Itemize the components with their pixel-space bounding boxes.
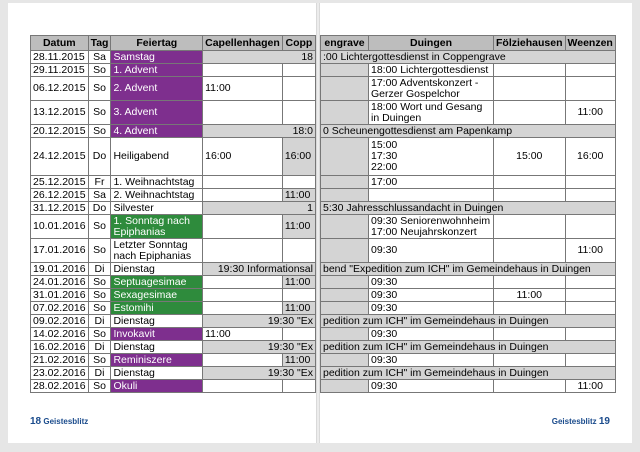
feast-cell: 4. Advent <box>111 125 203 138</box>
foelziehausen-cell <box>494 189 566 202</box>
coppengrave-cell-cont <box>321 328 369 341</box>
table-row <box>321 239 616 263</box>
weekday-cell: So <box>88 380 111 393</box>
weekday-cell: Do <box>88 138 111 176</box>
capellenhagen-cell <box>203 302 283 315</box>
feast-cell: Estomihi <box>111 302 203 315</box>
right-page <box>320 3 632 443</box>
table-row <box>31 239 316 263</box>
coppengrave-cell-cont <box>321 176 369 189</box>
weekday-cell: Do <box>88 202 111 215</box>
table-row <box>321 215 616 239</box>
capellenhagen-cell <box>203 64 283 77</box>
table-row <box>31 315 316 328</box>
capellenhagen-cell <box>203 239 283 263</box>
weenzen-cell: 11:00 <box>565 239 615 263</box>
weekday-cell: So <box>88 354 111 367</box>
coppengrave-cell: 11:00 <box>282 276 315 289</box>
duingen-cell: 17:00 <box>369 176 494 189</box>
event-span-left: 18:0 <box>203 125 316 138</box>
date-cell: 25.12.2015 <box>31 176 89 189</box>
event-span-right: bend "Expedition zum ICH" im Gemeindehaus in Duingen <box>321 263 616 276</box>
coppengrave-cell-cont <box>321 77 369 101</box>
coppengrave-cell-cont <box>321 276 369 289</box>
date-cell: 07.02.2016 <box>31 302 89 315</box>
date-cell: 06.12.2015 <box>31 77 89 101</box>
date-cell: 24.01.2016 <box>31 276 89 289</box>
capellenhagen-cell <box>203 380 283 393</box>
table-row <box>321 315 616 328</box>
coppengrave-cell: 11:00 <box>282 189 315 202</box>
schedule-table-right <box>320 35 616 393</box>
table-row <box>321 367 616 380</box>
table-row <box>321 341 616 354</box>
weenzen-cell <box>565 64 615 77</box>
column-header: Datum <box>31 36 89 51</box>
coppengrave-cell <box>282 380 315 393</box>
foelziehausen-cell <box>494 176 566 189</box>
table-row <box>31 138 316 176</box>
table-row <box>31 328 316 341</box>
coppengrave-cell: 11:00 <box>282 354 315 367</box>
table-row <box>31 341 316 354</box>
table-row <box>31 302 316 315</box>
table-row <box>321 302 616 315</box>
table-row <box>321 202 616 215</box>
foelziehausen-cell <box>494 354 566 367</box>
weekday-cell: Di <box>88 315 111 328</box>
coppengrave-cell <box>282 328 315 341</box>
table-row <box>31 367 316 380</box>
table-row <box>321 380 616 393</box>
table-row <box>31 125 316 138</box>
page-number-left: 18 Geistesblitz <box>30 416 89 427</box>
feast-cell: Invokavit <box>111 328 203 341</box>
coppengrave-cell <box>282 77 315 101</box>
coppengrave-cell-cont <box>321 239 369 263</box>
table-row <box>321 77 616 101</box>
capellenhagen-cell <box>203 276 283 289</box>
feast-cell: Samstag <box>111 51 203 64</box>
feast-cell: 1. Weihnachtstag <box>111 176 203 189</box>
foelziehausen-cell: 11:00 <box>494 289 566 302</box>
capellenhagen-cell <box>203 289 283 302</box>
weekday-cell: So <box>88 64 111 77</box>
coppengrave-cell-cont <box>321 380 369 393</box>
column-header: Fölziehausen <box>494 36 566 51</box>
weenzen-cell: 11:00 <box>565 380 615 393</box>
feast-cell: Septuagesimae <box>111 276 203 289</box>
column-header: Duingen <box>369 36 494 51</box>
table-row <box>31 176 316 189</box>
capellenhagen-cell: 11:00 <box>203 328 283 341</box>
coppengrave-cell-cont <box>321 215 369 239</box>
table-row <box>31 380 316 393</box>
feast-cell: Heiligabend <box>111 138 203 176</box>
foelziehausen-cell <box>494 64 566 77</box>
coppengrave-cell-cont <box>321 101 369 125</box>
weenzen-cell <box>565 276 615 289</box>
date-cell: 19.01.2016 <box>31 263 89 276</box>
duingen-cell: 09:30 <box>369 239 494 263</box>
column-header: Tag <box>88 36 111 51</box>
coppengrave-cell: 11:00 <box>282 215 315 239</box>
weenzen-cell <box>565 328 615 341</box>
table-row <box>31 189 316 202</box>
date-cell: 14.02.2016 <box>31 328 89 341</box>
event-span-left: 1 <box>203 202 316 215</box>
table-row <box>321 101 616 125</box>
capellenhagen-cell <box>203 189 283 202</box>
coppengrave-cell-cont <box>321 189 369 202</box>
weekday-cell: So <box>88 276 111 289</box>
table-row <box>31 263 316 276</box>
table-row <box>31 77 316 101</box>
weekday-cell: So <box>88 77 111 101</box>
coppengrave-cell <box>282 101 315 125</box>
duingen-cell: 09:30 Seniorenwohnheim 17:00 Neujahrskonzert <box>369 215 494 239</box>
date-cell: 20.12.2015 <box>31 125 89 138</box>
weekday-cell: So <box>88 125 111 138</box>
weekday-cell: Di <box>88 341 111 354</box>
foelziehausen-cell <box>494 77 566 101</box>
date-cell: 28.02.2016 <box>31 380 89 393</box>
capellenhagen-cell: 11:00 <box>203 77 283 101</box>
coppengrave-cell <box>282 176 315 189</box>
event-span-left: 19:30 "Ex <box>203 315 316 328</box>
capellenhagen-cell <box>203 354 283 367</box>
coppengrave-cell <box>282 239 315 263</box>
weenzen-cell <box>565 302 615 315</box>
event-span-left: 19:30 "Ex <box>203 367 316 380</box>
weenzen-cell <box>565 189 615 202</box>
feast-cell: Dienstag <box>111 367 203 380</box>
weekday-cell: Di <box>88 367 111 380</box>
weekday-cell: So <box>88 239 111 263</box>
date-cell: 26.12.2015 <box>31 189 89 202</box>
coppengrave-cell-cont <box>321 302 369 315</box>
capellenhagen-cell: 16:00 <box>203 138 283 176</box>
weenzen-cell <box>565 289 615 302</box>
date-cell: 21.02.2016 <box>31 354 89 367</box>
duingen-cell: 09:30 <box>369 302 494 315</box>
foelziehausen-cell <box>494 380 566 393</box>
date-cell: 09.02.2016 <box>31 315 89 328</box>
feast-cell: 1. Sonntag nach Epiphanias <box>111 215 203 239</box>
duingen-cell: 18:00 Lichtergottesdienst <box>369 64 494 77</box>
date-cell: 29.11.2015 <box>31 64 89 77</box>
table-row <box>321 138 616 176</box>
capellenhagen-cell <box>203 176 283 189</box>
weekday-cell: Di <box>88 263 111 276</box>
coppengrave-cell <box>282 289 315 302</box>
duingen-cell: 09:30 <box>369 380 494 393</box>
weenzen-cell: 11:00 <box>565 101 615 125</box>
foelziehausen-cell <box>494 239 566 263</box>
table-row <box>31 202 316 215</box>
table-row <box>321 176 616 189</box>
duingen-cell <box>369 189 494 202</box>
table-row <box>31 215 316 239</box>
table-row <box>321 51 616 64</box>
table-row <box>31 354 316 367</box>
event-span-left: 19:30 "Ex <box>203 341 316 354</box>
column-header: Copp <box>282 36 315 51</box>
date-cell: 31.01.2016 <box>31 289 89 302</box>
duingen-cell: 09:30 <box>369 328 494 341</box>
event-span-left: 18 <box>203 51 316 64</box>
coppengrave-cell <box>282 64 315 77</box>
weenzen-cell <box>565 354 615 367</box>
column-header: Weenzen <box>565 36 615 51</box>
feast-cell: Dienstag <box>111 315 203 328</box>
date-cell: 17.01.2016 <box>31 239 89 263</box>
date-cell: 24.12.2015 <box>31 138 89 176</box>
date-cell: 28.11.2015 <box>31 51 89 64</box>
feast-cell: Letzter Sonntag nach Epiphanias <box>111 239 203 263</box>
duingen-cell: 09:30 <box>369 354 494 367</box>
weekday-cell: Fr <box>88 176 111 189</box>
date-cell: 23.02.2016 <box>31 367 89 380</box>
weekday-cell: So <box>88 302 111 315</box>
left-page <box>8 3 316 443</box>
duingen-cell: 09:30 <box>369 289 494 302</box>
date-cell: 16.02.2016 <box>31 341 89 354</box>
foelziehausen-cell <box>494 101 566 125</box>
feast-cell: Dienstag <box>111 341 203 354</box>
feast-cell: Reminiszere <box>111 354 203 367</box>
weenzen-cell <box>565 176 615 189</box>
foelziehausen-cell <box>494 215 566 239</box>
coppengrave-cell-cont <box>321 64 369 77</box>
event-span-right: pedition zum ICH" im Gemeindehaus in Duingen <box>321 315 616 328</box>
duingen-cell: 17:00 Adventskonzert - Gerzer Gospelchor <box>369 77 494 101</box>
table-row <box>321 276 616 289</box>
schedule-table-left <box>30 35 316 393</box>
feast-cell: Sexagesimae <box>111 289 203 302</box>
foelziehausen-cell <box>494 276 566 289</box>
feast-cell: 3. Advent <box>111 101 203 125</box>
coppengrave-cell: 11:00 <box>282 302 315 315</box>
weekday-cell: So <box>88 289 111 302</box>
table-row <box>31 276 316 289</box>
feast-cell: 2. Weihnachtstag <box>111 189 203 202</box>
date-cell: 31.12.2015 <box>31 202 89 215</box>
coppengrave-cell-cont <box>321 289 369 302</box>
duingen-cell: 15:00 17:30 22:00 <box>369 138 494 176</box>
duingen-cell: 09:30 <box>369 276 494 289</box>
event-span-right: :00 Lichtergottesdienst in Coppengrave <box>321 51 616 64</box>
weekday-cell: So <box>88 101 111 125</box>
table-row <box>31 101 316 125</box>
weenzen-cell: 16:00 <box>565 138 615 176</box>
column-header: Feiertag <box>111 36 203 51</box>
duingen-cell: 18:00 Wort und Gesang in Duingen <box>369 101 494 125</box>
feast-cell: Silvester <box>111 202 203 215</box>
table-row <box>321 289 616 302</box>
event-span-right: 0 Scheunengottesdienst am Papenkamp <box>321 125 616 138</box>
table-row <box>321 328 616 341</box>
page-number-right: Geistesblitz 19 <box>551 416 610 427</box>
capellenhagen-cell <box>203 101 283 125</box>
table-row <box>321 125 616 138</box>
event-span-right: 5:30 Jahresschlussandacht in Duingen <box>321 202 616 215</box>
table-row <box>321 354 616 367</box>
weenzen-cell <box>565 215 615 239</box>
coppengrave-cell: 16:00 <box>282 138 315 176</box>
weenzen-cell <box>565 77 615 101</box>
table-row <box>31 289 316 302</box>
weekday-cell: Sa <box>88 51 111 64</box>
table-row <box>321 64 616 77</box>
feast-cell: 2. Advent <box>111 77 203 101</box>
weekday-cell: So <box>88 215 111 239</box>
foelziehausen-cell <box>494 328 566 341</box>
feast-cell: Okuli <box>111 380 203 393</box>
coppengrave-cell-cont <box>321 138 369 176</box>
table-row <box>31 51 316 64</box>
weekday-cell: Sa <box>88 189 111 202</box>
table-row <box>31 64 316 77</box>
column-header: engrave <box>321 36 369 51</box>
foelziehausen-cell: 15:00 <box>494 138 566 176</box>
feast-cell: Dienstag <box>111 263 203 276</box>
event-span-right: pedition zum ICH" im Gemeindehaus in Duingen <box>321 367 616 380</box>
coppengrave-cell-cont <box>321 354 369 367</box>
weekday-cell: So <box>88 328 111 341</box>
feast-cell: 1. Advent <box>111 64 203 77</box>
date-cell: 10.01.2016 <box>31 215 89 239</box>
event-span-right: pedition zum ICH" im Gemeindehaus in Duingen <box>321 341 616 354</box>
event-span-left: 19:30 Informationsal <box>203 263 316 276</box>
foelziehausen-cell <box>494 302 566 315</box>
table-row <box>321 263 616 276</box>
capellenhagen-cell <box>203 215 283 239</box>
table-row <box>321 189 616 202</box>
column-header: Capellenhagen <box>203 36 283 51</box>
date-cell: 13.12.2015 <box>31 101 89 125</box>
